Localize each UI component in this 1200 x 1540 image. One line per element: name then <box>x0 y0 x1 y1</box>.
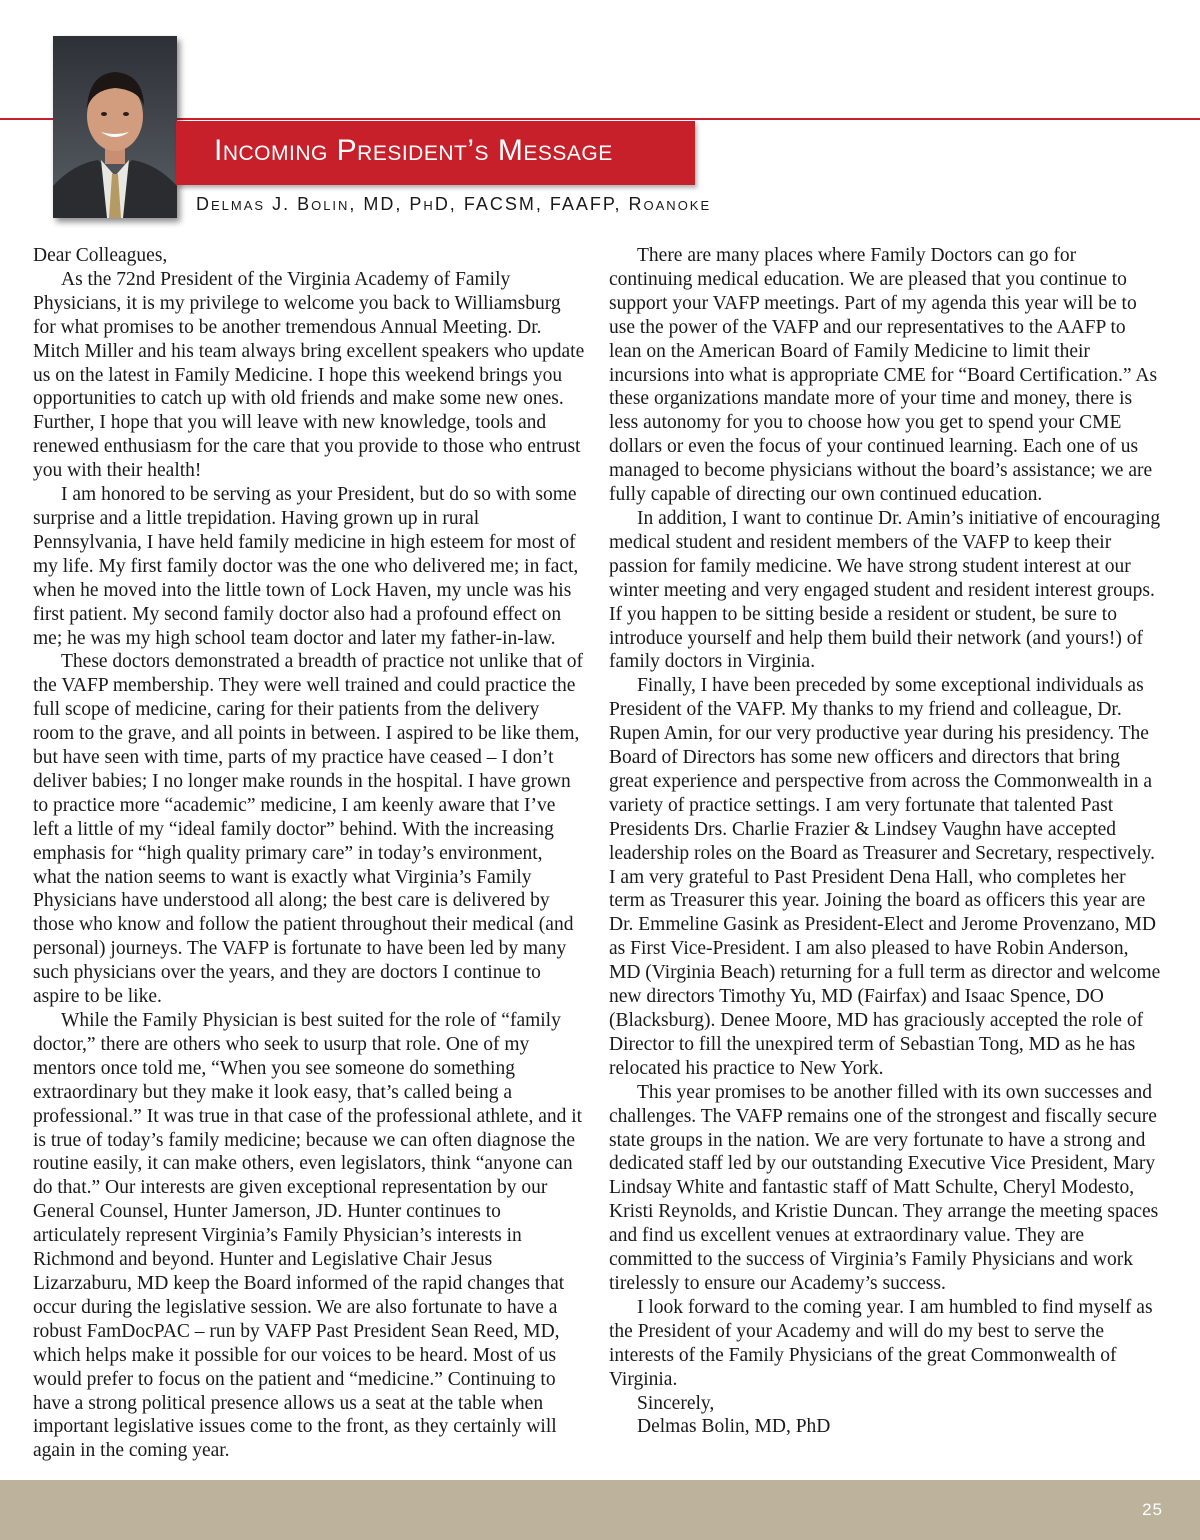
paragraph: While the Family Physician is best suited for the role of “family doctor,” there are others who seek to usurp that role. One of my mentors once told me, “When you see someone do something extraordinary but they make it look easy, that’s called being a professional.” It was true in that case of the professional athlete, and it is true of today’s family medicine; because we can often diagnose the routine easily, it can make others, even legislators, think “anyone can do that.” Our interests are given exceptional representation by our General Counsel, Hunter Jamerson, JD. Hunter continues to articulately represent Virginia’s Family Physician’s interests in Richmond and beyond. Hunter and Legislative Chair Jesus Lizarzaburu, MD keep the Board informed of the rapid changes that occur during the legislative session. We are also fortunate to have a robust FamDocPAC – run by VAFP Past President Sean Reed, MD, which helps make it possible for our voices to be heard. Most of us would prefer to focus on the patient and “medicine.” Continuing to have a strong political presence allows us a seat at the table when important legislative issues come to the front, as they certainly will again in the coming year. <box>33 1010 583 1462</box>
paragraph: These doctors demonstrated a breadth of practice not unlike that of the VAFP membership. They were well trained and could practice the full scope of medicine, caring for their patients from the delivery room to the grave, and all points in between. I aspired to be like them, but have seen with time, parts of my practice have ceased – I don’t deliver babies; I no longer make rounds in the hospital. I have grown to practice more “academic” medicine, I am keenly aware that I’ve left a little of my “ideal family doctor” behind. With the increasing emphasis for “high quality primary care” in today’s environment, what the nation seems to want is exactly what Virginia’s Family Physicians have understood all along; the best care is delivered by those who know and follow the patient throughout their medical (and personal) journeys. The VAFP is fortunate to have been led by many such physicians over the years, and they are doctors I continue to aspire to be like. <box>33 651 583 1008</box>
signature: Delmas Bolin, MD, PhD <box>637 1416 831 1438</box>
author-byline: Delmas J. Bolin, MD, PhD, FACSM, FAAFP, Roanoke <box>196 194 712 214</box>
portrait-illustration <box>53 36 177 218</box>
letter-column-right <box>609 244 1161 1439</box>
paragraph: Finally, I have been preceded by some exceptional individuals as President of the VAFP. My thanks to my friend and colleague, Dr. Rupen Amin, for our very productive year during his presidency. The Board of Directors has some new officers and directors that bring great experience and perspective from across the Commonwealth in a variety of practice settings. I am very fortunate that talented Past Presidents Drs. Charlie Frazier & Lindsey Vaughn have accepted leadership roles on the Board as Treasurer and Secretary, respectively. I am very grateful to Past President Dena Hall, who completes her term as Treasurer this year. Joining the board as officers this year are Dr. Emmeline Gasink as President-Elect and Jerome Provenzano, MD as First Vice-President. I am also pleased to have Robin Anderson, MD (Virginia Beach) returning for a full term as director and welcome new directors Timothy Yu, MD (Fairfax) and Isaac Spence, DO (Blacksburg). Denee Moore, MD has graciously accepted the role of Director to fill the unexpired term of Sebastian Tong, MD as he has relocated his practice to New York. <box>609 675 1161 1079</box>
footer-band <box>0 1480 1200 1540</box>
paragraph: This year promises to be another filled with its own successes and challenges. The VAFP remains one of the strongest and fiscally secure state groups in the nation. We are very fortunate to have a strong and dedicated staff led by our outstanding Executive Vice President, Mary Lindsay White and fantastic staff of Matt Schulte, Cheryl Modesto, Kristi Reynolds, and Kristie Duncan. They arrange the meeting spaces and find us excellent venues at extraordinary value. They are committed to the success of Virginia’s Family Physicians and work tirelessly to ensure our Academy’s success. <box>609 1081 1159 1294</box>
paragraph: There are many places where Family Doctors can go for continuing medical education. We are pleased that you continue to support your VAFP meetings. Part of my agenda this year will be to use the power of the VAFP and our representatives to the AAFP to lean on the American Board of Family Medicine to limit their incursions into what is appropriate CME for “Board Certification.” As these organizations mandate more of your time and money, there is less autonomy for you to choose how you get to spend your CME dollars or even the focus of your continued learning. Each one of us managed to become physicians without the board’s assistance; we are fully capable of directing our own continued education. <box>609 245 1158 506</box>
page-number: 25 <box>1142 1500 1163 1519</box>
page-title: Incoming President’s Message <box>214 134 613 167</box>
paragraph: I look forward to the coming year. I am humbled to find myself as the President of your Academy and will do my best to serve the interests of the Family Physicians of the great Commonwealth of Virginia. <box>609 1296 1153 1390</box>
header-rule <box>0 118 1200 120</box>
letter-column-left <box>33 244 585 1463</box>
paragraph: As the 72nd President of the Virginia Academy of Family Physicians, it is my privilege to welcome you back to Williamsburg for what promises to be another tremendous Annual Meeting. Dr. Mitch Miller and his team always bring excellent speakers who update us on the latest in Family Medicine. I hope this weekend brings you opportunities to catch up with old friends and make some new ones. Further, I hope that you will leave with new knowledge, tools and renewed enthusiasm for the care that you provide to those who entrust you with their health! <box>33 268 585 482</box>
title-banner <box>176 121 695 185</box>
paragraph: I am honored to be serving as your President, but do so with some surprise and a little trepidation. Having grown up in rural Pennsylvania, I have held family medicine in high esteem for most of my life. My first family doctor was the one who delivered me; in fact, when he moved into the little town of Lock Haven, my uncle was his first patient. My second family doctor also had a profound effect on me; he was my high school team doctor and later my father-in-law. <box>33 484 579 649</box>
salutation: Dear Colleagues, <box>33 245 168 266</box>
paragraph: In addition, I want to continue Dr. Amin’s initiative of encouraging medical student and resident members of the VAFP to keep their passion for family medicine. We have strong student interest at our winter meeting and very engaged student and resident interest groups. If you happen to be sitting beside a resident or student, be sure to introduce yourself and help them build their network (and yours!) of family doctors in Virginia. <box>609 507 1161 673</box>
author-portrait <box>53 36 177 218</box>
closing: Sincerely, <box>637 1392 715 1414</box>
